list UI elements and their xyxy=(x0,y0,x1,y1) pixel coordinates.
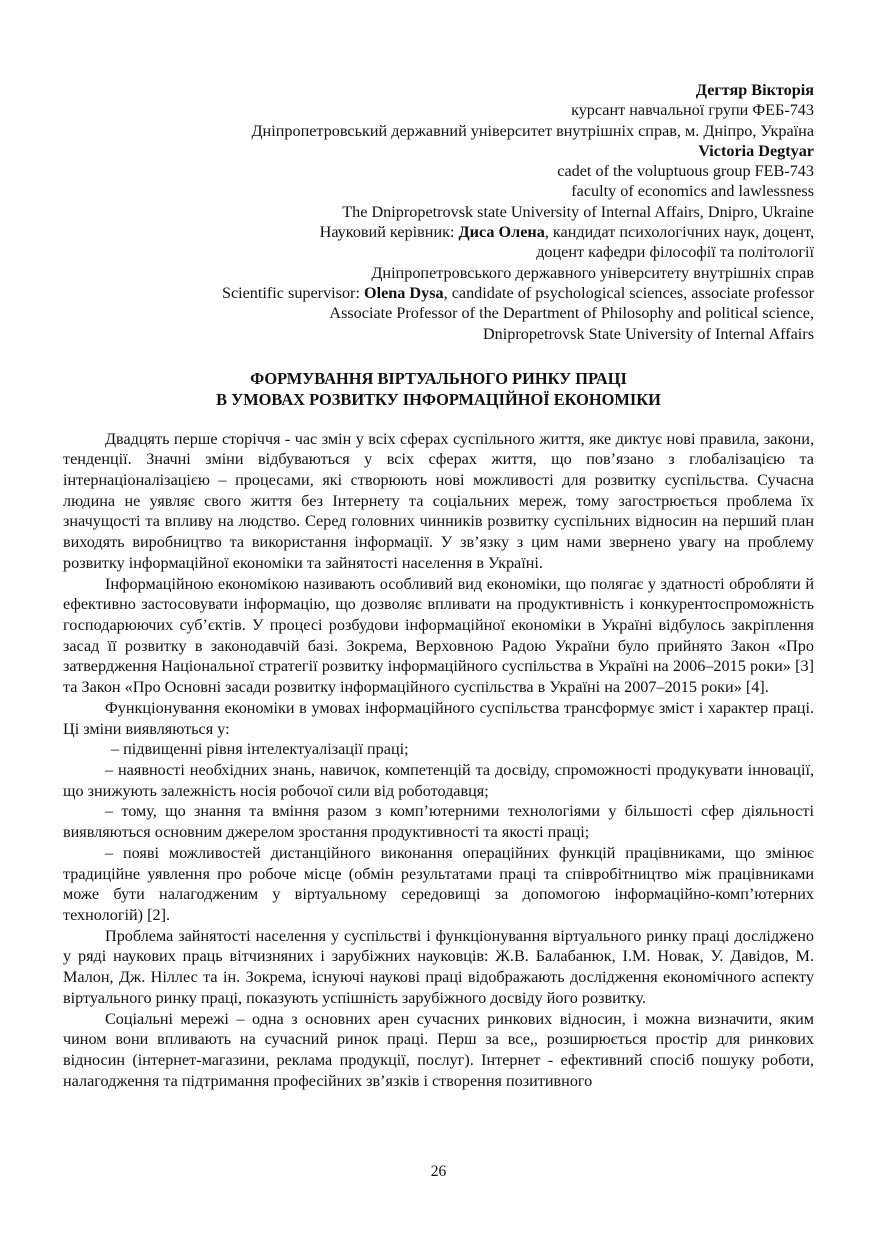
author-name-en: Victoria Degtyar xyxy=(698,141,814,160)
supervisor-en: Scientific supervisor: Olena Dysa, candidate of psychological sciences, associate professor xyxy=(221,283,814,302)
list-item-4: – появі можливостей дистанційного виконання операційних функцій працівниками, що змінює традиційне уявлення про робоче місце (обмін результатами праці та співробітництво між працівниками може бути налагодженим у віртуальному середовищі за допомогою інформаційно-комп’ютерних технологій) [2]. xyxy=(63,843,814,925)
title-line-2: В УМОВАХ РОЗВИТКУ ІНФОРМАЦІЙНОЇ ЕКОНОМІКИ xyxy=(216,389,661,409)
list-item-3: – тому, що знання та вміння разом з комп’ютерними технологіями у більшості сфер діяльності виявляються основним джерелом зростання продуктивності та якості праці; xyxy=(63,802,814,842)
author-faculty-en: faculty of economics and lawlessness xyxy=(571,182,814,201)
author-position-ua: курсант навчальної групи ФЕБ-743 xyxy=(571,101,814,120)
list-item-1: – підвищенні рівня інтелектуалізації праці; xyxy=(111,740,409,759)
article-body xyxy=(63,429,814,1092)
author-info-block xyxy=(54,80,814,344)
title-line-1: ФОРМУВАННЯ ВІРТУАЛЬНОГО РИНКУ ПРАЦІ xyxy=(250,369,627,388)
author-name-ua: Дегтяр Вікторія xyxy=(695,81,814,99)
list-item-2: – наявності необхідних знань, навичок, компетенцій та досвіду, спроможності продукувати інновації, що знижують залежність носія робочої сили від роботодавця; xyxy=(63,761,814,800)
supervisor-en-position: Associate Professor of the Department of Philosophy and political science, xyxy=(329,304,814,323)
paragraph-3: Функціонування економіки в умовах інформаційного суспільства трансформує зміст і характер праці. Ці зміни виявляються у: xyxy=(63,698,814,738)
supervisor-ua: Науковий керівник: Диса Олена, кандидат психологічних наук, доцент, xyxy=(319,223,814,242)
paragraph-1: Двадцять перше сторіччя - час змін у всіх сферах суспільного життя, яке диктує нові правила, закони, тенденції. Значні зміни відбуваються у всіх сферах життя, що пов’язано з глобалізацією та інтернаціоналізацією – процесами, які створюють нові можливості для розвитку суспільства. Сучасна людина не уявляє свого життя без Інтернету та соціальних мереж, тому загострюється проблема їх значущості та впливу на людство. Серед головних чинників розвитку суспільних відносин на перший план виходять виробництво та використання інформації. У зв’язку з цим нами звернено увагу на проблему розвитку інформаційної економіки та зайнятості населення в Україні. xyxy=(63,429,814,572)
paragraph-4: Проблема зайнятості населення у суспільстві і функціонування віртуального ринку праці досліджено у ряді наукових праць вітчизняних і зарубіжних науковців: Ж.В. Балабанюк, І.М. Новак, У. Давідов, М. Малон, Дж. Ніллес та ін. Зокрема, існуючі наукові праці відображають дослідження економічного аспекту віртуального ринку праці, показують успішність зарубіжного досвіду його розвитку. xyxy=(63,926,814,1007)
article-title xyxy=(63,369,814,410)
paragraph-5: Соціальні мережі – одна з основних арен сучасних ринкових відносин, і можна визначити, яким чином вони впливають на сучасний ринок праці. Перш за все,, розширюється простір для ринкових відносин (інтернет-магазини, реклама продукції, послуг). Інтернет - ефективний спосіб пошуку роботи, налагодження та підтримання професійних зв’язків і створення позитивного xyxy=(63,1009,814,1090)
supervisor-en-organization: Dnipropetrovsk State University of Internal Affairs xyxy=(482,324,814,343)
supervisor-ua-organization: Дніпропетровського державного університету внутрішніх справ xyxy=(371,263,814,282)
page-number: 26 xyxy=(430,1163,447,1180)
author-position-en: cadet of the voluptuous group FEB-743 xyxy=(557,162,814,181)
supervisor-ua-position: доцент кафедри філософії та політології xyxy=(536,243,814,262)
author-organization-ua: Дніпропетровський державний університет внутрішніх справ, м. Дніпро, Україна xyxy=(251,121,814,140)
author-organization-en: The Dnipropetrovsk state University of Internal Affairs, Dnipro, Ukraine xyxy=(342,202,814,221)
paragraph-2: Інформаційною економікою називають особливий вид економіки, що полягає у здатності обробляти й ефективно застосовувати інформацію, що дозволяє впливати на продуктивність і конкурентоспроможність господарюючих суб’єктів. У процесі розбудови інформаційної економіки в Україні відбулось закріплення засад її розвитку в законодавчій базі. Зокрема, Верховною Радою України було прийнято Закон «Про затвердження Національної стратегії розвитку інформаційного суспільства в Україні на 2006–2015 роки» [3] та Закон «Про Основні засади розвитку інформаційного суспільства в Україні на 2007–2015 роки» [4]. xyxy=(63,574,814,697)
